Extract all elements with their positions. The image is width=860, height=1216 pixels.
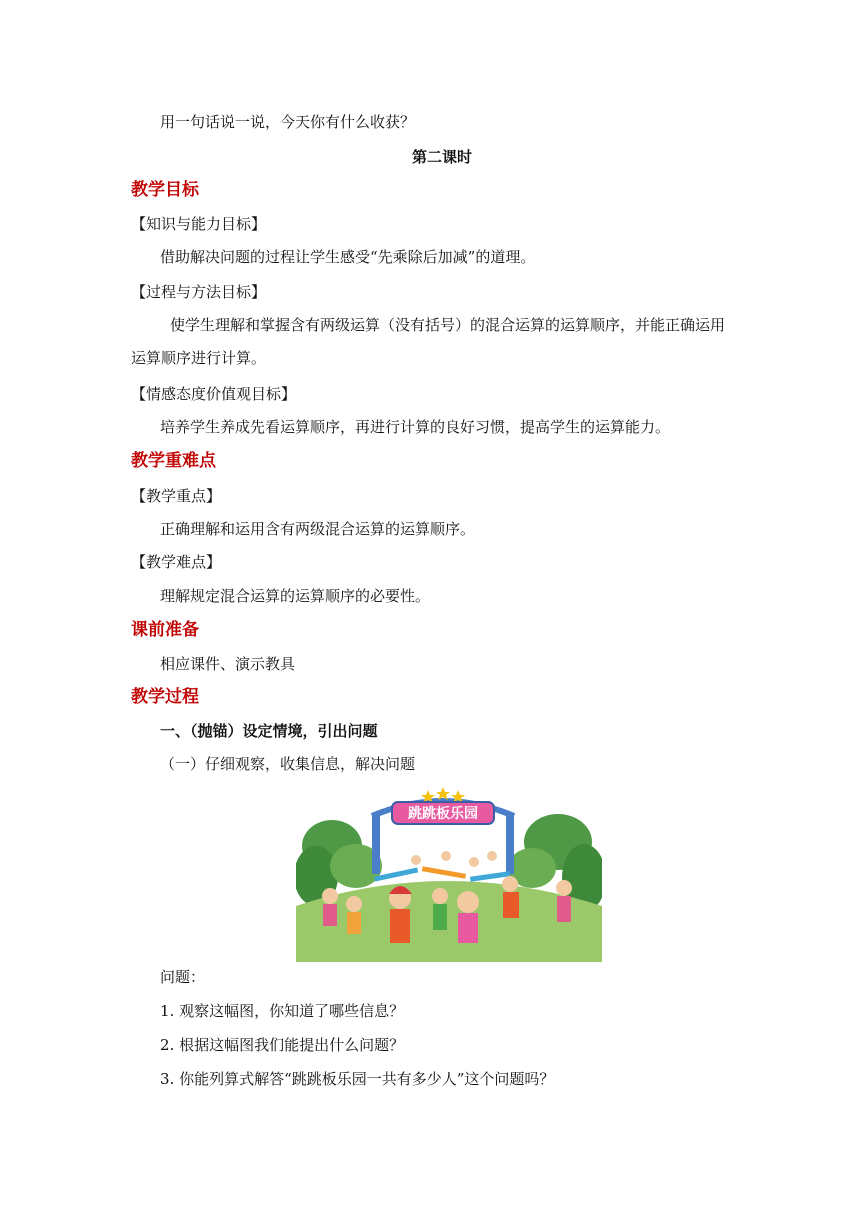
question-item: 2. 根据这幅图我们能提出什么问题？: [160, 1036, 405, 1054]
key-points-heading: 教学重难点: [131, 451, 216, 471]
process-text-line1: 使学生理解和掌握含有两级运算（没有括号）的混合运算的运算顺序，并能正确运用: [170, 316, 726, 334]
focus-label: 【教学重点】: [131, 487, 222, 505]
process-heading: 教学过程: [131, 687, 199, 707]
knowledge-text: 借助解决问题的过程让学生感受“先乘除后加减”的道理。: [160, 248, 536, 266]
question-item: 1. 观察这幅图，你知道了哪些信息？: [160, 1002, 405, 1020]
seesaw-park-illustration: [296, 786, 602, 962]
questions-label: 问题：: [160, 968, 206, 986]
intro-line: 用一句话说一说，今天你有什么收获？: [160, 113, 416, 131]
lesson-title: 第二课时: [412, 148, 473, 166]
question-item: 3. 你能列算式解答“跳跳板乐园一共有多少人”这个问题吗？: [160, 1070, 555, 1088]
knowledge-label: 【知识与能力目标】: [131, 215, 267, 233]
step1-title: 一、（抛锚）设定情境，引出问题: [160, 722, 378, 740]
preparation-text: 相应课件、演示教具: [160, 655, 296, 673]
emotion-text: 培养学生养成先看运算顺序，再进行计算的良好习惯，提高学生的运算能力。: [160, 418, 671, 436]
emotion-label: 【情感态度价值观目标】: [131, 385, 297, 403]
seesaws: [374, 866, 510, 882]
difficulty-label: 【教学难点】: [131, 553, 222, 571]
process-label: 【过程与方法目标】: [131, 283, 267, 301]
sub1-title: （一）仔细观察，收集信息，解决问题: [160, 755, 416, 773]
process-text-line2: 运算顺序进行计算。: [131, 349, 267, 367]
park-sign-label: 跳跳板乐园: [408, 806, 478, 822]
objectives-heading: 教学目标: [131, 180, 199, 200]
focus-text: 正确理解和运用含有两级混合运算的运算顺序。: [160, 520, 476, 538]
grass-field: [296, 881, 602, 962]
difficulty-text: 理解规定混合运算的运算顺序的必要性。: [160, 587, 431, 605]
preparation-heading: 课前准备: [131, 620, 199, 640]
